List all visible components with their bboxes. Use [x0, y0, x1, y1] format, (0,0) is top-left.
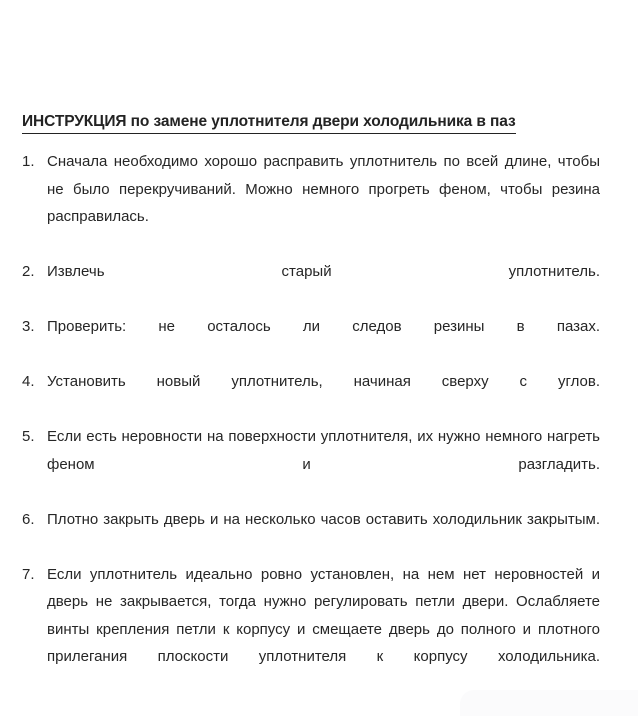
list-item-text: Извлечь старый уплотнитель. [47, 263, 600, 280]
list-item-number: 1. [22, 153, 35, 170]
list-item [22, 561, 600, 699]
instruction-step-list [22, 148, 600, 698]
list-item-text: Если есть неровности на поверхности уплотнителя, их нужно немного нагреть феном и разгладить. [47, 428, 600, 473]
background-shape [460, 690, 638, 716]
list-item [22, 258, 600, 313]
list-item [22, 368, 600, 423]
page-title: ИНСТРУКЦИЯ по замене уплотнителя двери холодильника в паз [22, 112, 516, 134]
list-item [22, 148, 600, 258]
list-item-number: 7. [22, 565, 35, 583]
document-content [22, 112, 600, 698]
list-item-number: 6. [22, 510, 35, 528]
list-item-text: Проверить: не осталось ли следов резины в пазах. [47, 318, 600, 335]
list-item-text: Плотно закрыть дверь и на несколько часов оставить холодильник закрытым. [47, 510, 600, 528]
list-item-number: 2. [22, 263, 35, 280]
list-item-text: Установить новый уплотнитель, начиная сверху с углов. [47, 373, 600, 390]
list-item-text: Если уплотнитель идеально ровно установлен, на нем нет неровностей и дверь не закрывается, тогда нужно регулировать петли двери. Ослабляете винты крепления петли к корпусу и смещаете дверь до полного и плотного прилегания плоскости уплотнителя к корпусу холодильника. [47, 565, 600, 665]
list-item [22, 313, 600, 368]
list-item-text: Сначала необходимо хорошо расправить уплотнитель по всей длине, чтобы не было перекручиваний. Можно немного прогреть феном, чтобы резина расправилась. [47, 153, 600, 225]
list-item [22, 423, 600, 506]
list-item-number: 4. [22, 373, 35, 390]
list-item-number: 3. [22, 318, 35, 335]
list-item [22, 506, 600, 561]
list-item-number: 5. [22, 428, 35, 445]
